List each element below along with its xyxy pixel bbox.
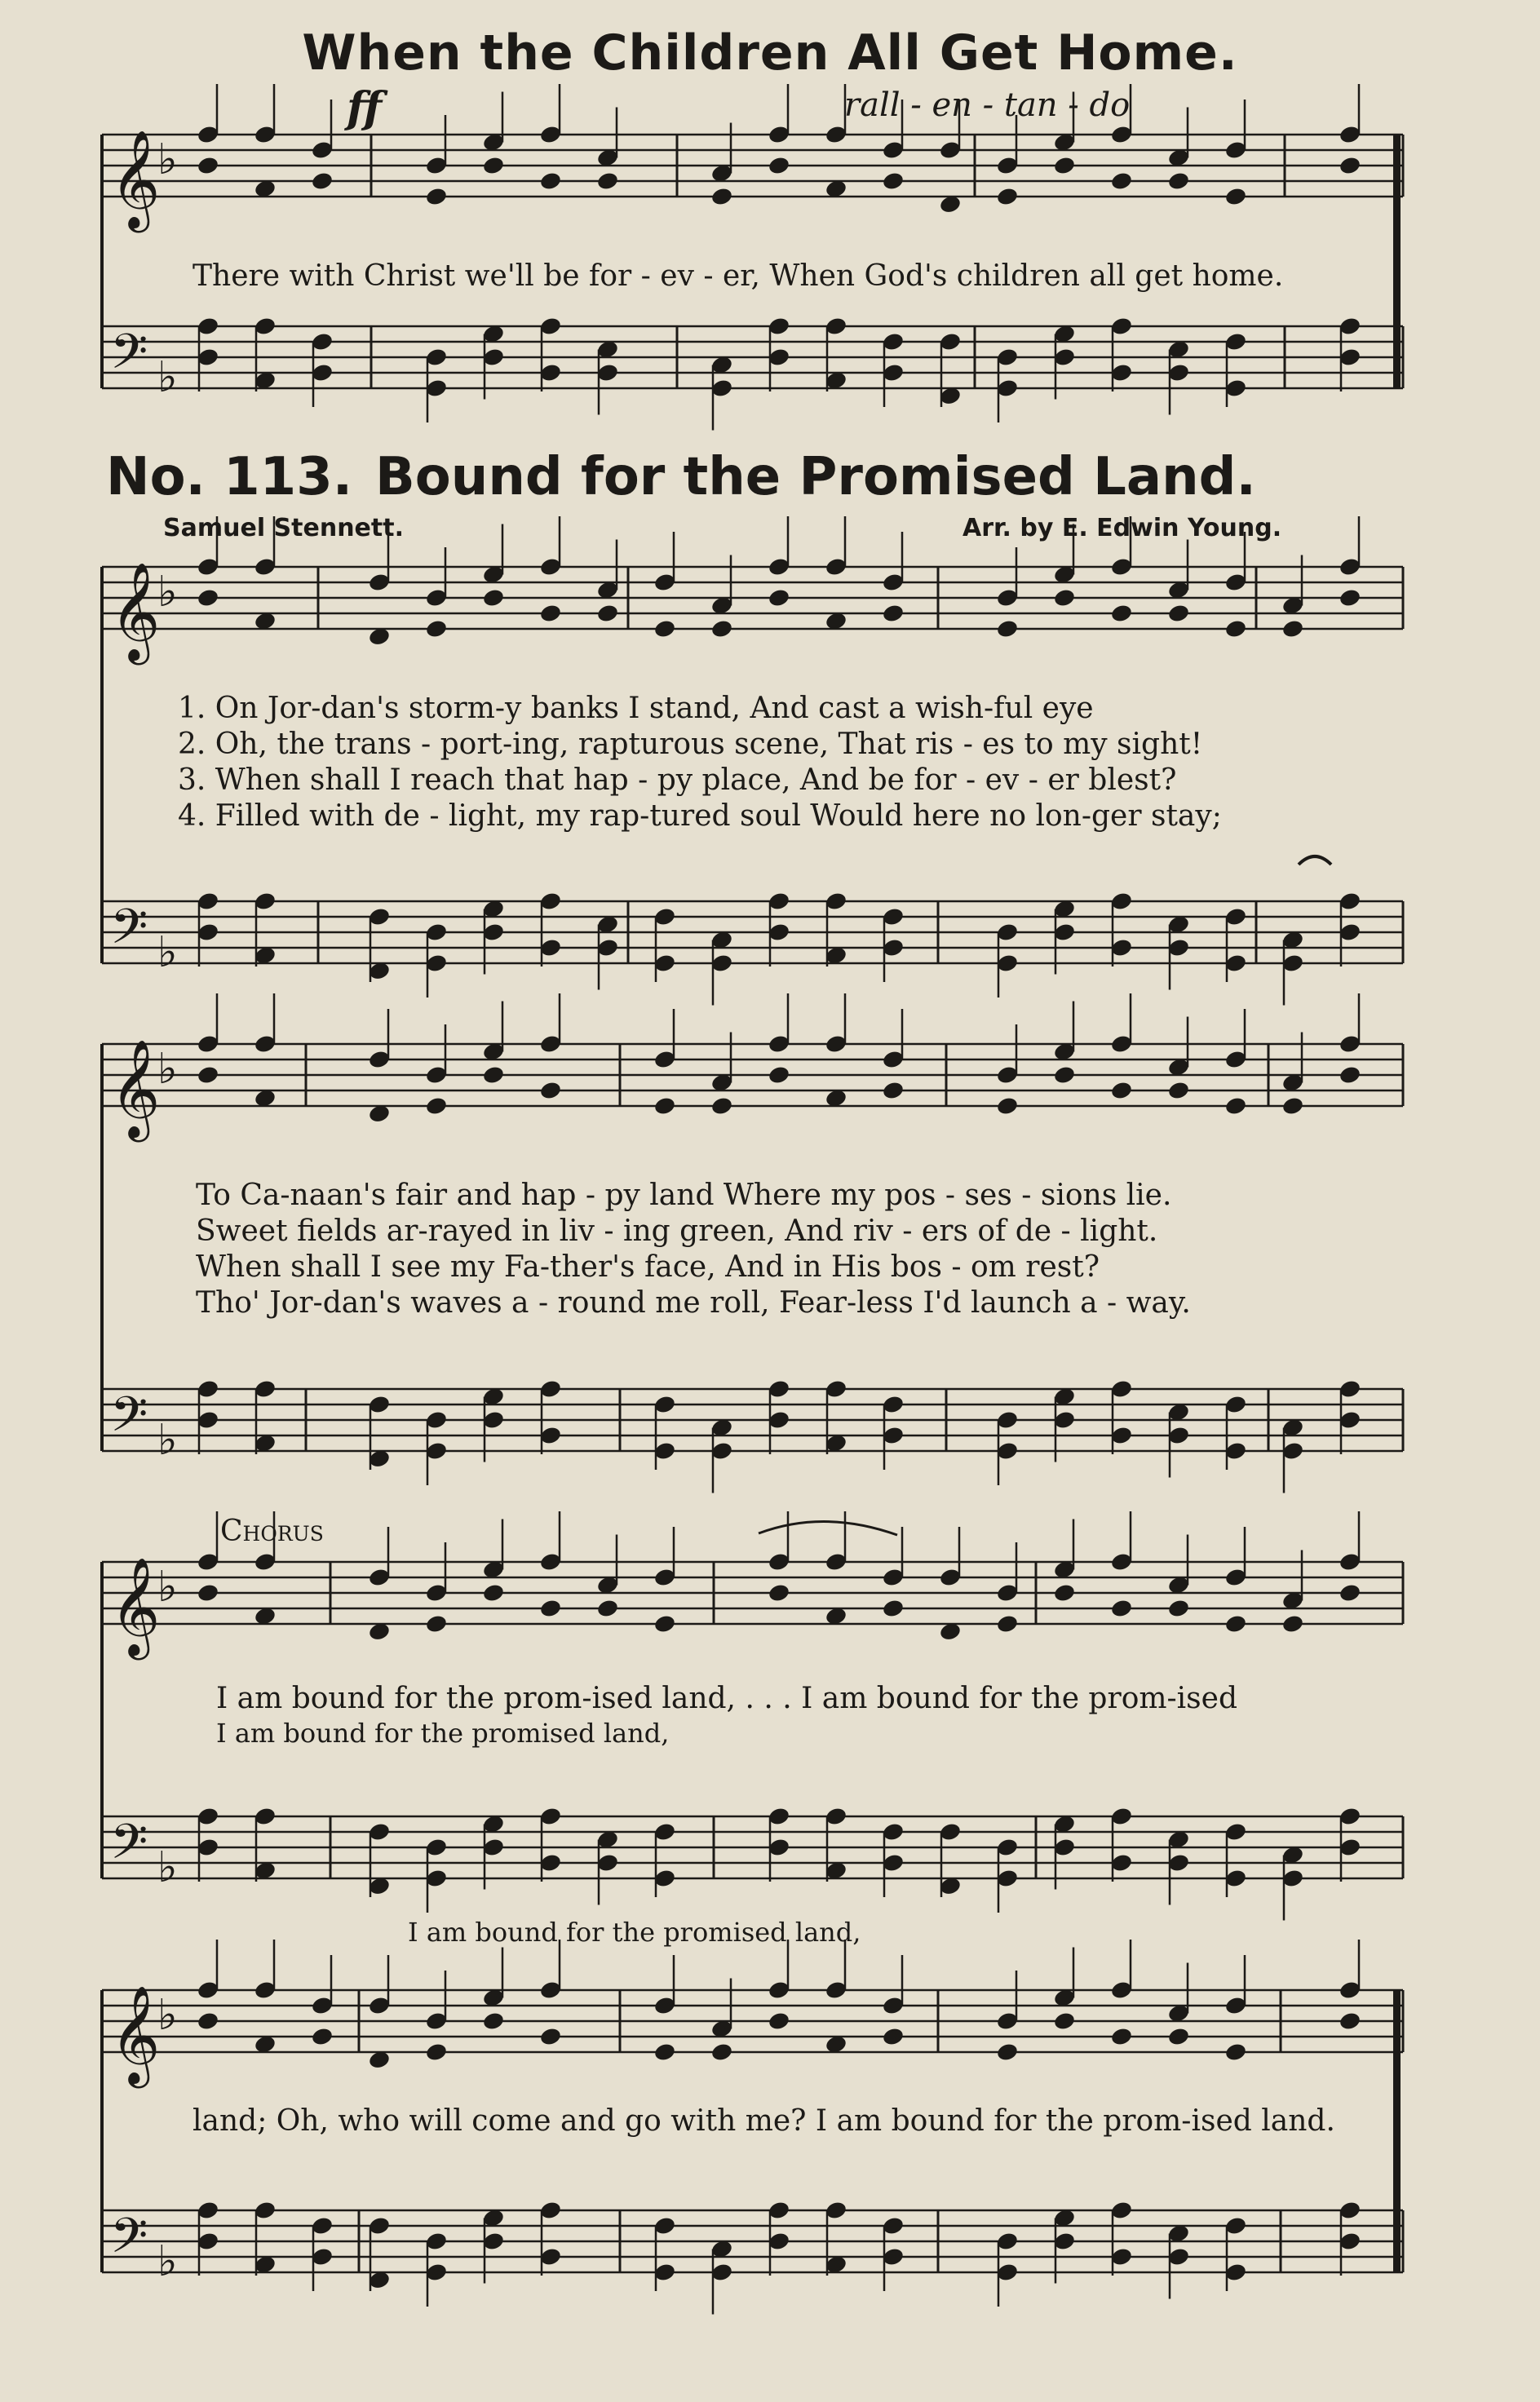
flat-icon: ♭: [157, 1416, 178, 1465]
notehead: [768, 587, 791, 608]
notehead: [1053, 587, 1077, 608]
bass-clef-icon: 𝄢: [110, 323, 148, 391]
notehead: [710, 2041, 734, 2062]
notehead: [1281, 618, 1305, 639]
notehead: [996, 1613, 1020, 1634]
treble-clef-icon: 𝄞: [110, 129, 161, 228]
notehead: [653, 618, 677, 639]
verse-1-line-1: 1. On Jor-dan's storm-y banks I stand, And cast a wish-ful eye: [178, 692, 1094, 725]
notehead: [768, 155, 791, 175]
notehead: [653, 2041, 677, 2062]
notehead: [197, 1582, 220, 1603]
hymn-title: Bound for the Promised Land.: [375, 447, 1256, 507]
final-barline: [1393, 1990, 1401, 2272]
verse-4-line-1: 4. Filled with de - light, my rap-tured soul Would here no lon-ger stay;: [178, 799, 1222, 833]
notehead: [311, 170, 334, 191]
flat-icon: ♭: [157, 353, 178, 402]
notehead: [482, 2011, 506, 2031]
notehead: [1224, 2041, 1248, 2062]
fermata-icon: [1299, 856, 1331, 865]
notehead: [710, 186, 734, 206]
notehead: [539, 170, 563, 191]
chorus-echo-2: I am bound for the promised land,: [408, 1917, 861, 1948]
treble-clef-icon: 𝄞: [110, 1984, 161, 2084]
notehead: [882, 603, 905, 623]
notehead: [311, 2026, 334, 2046]
notehead: [882, 2026, 905, 2046]
chorus-label: Chorus: [220, 1515, 324, 1548]
chorus-echo-1: I am bound for the promised land,: [216, 1718, 670, 1749]
notehead: [1339, 2011, 1362, 2031]
notehead: [596, 603, 620, 623]
bass-clef-icon: 𝄢: [110, 2207, 148, 2276]
notehead: [768, 1582, 791, 1603]
notehead: [1281, 1095, 1305, 1116]
notehead: [1053, 155, 1077, 175]
notehead: [1281, 1613, 1305, 1634]
notehead: [1224, 1095, 1248, 1116]
notehead: [710, 1095, 734, 1116]
notehead: [482, 1582, 506, 1603]
flat-icon: ♭: [157, 568, 178, 617]
notehead: [1110, 170, 1134, 191]
bass-clef-icon: 𝄢: [110, 1386, 148, 1454]
notehead: [996, 1095, 1020, 1116]
verse-3-line-2: When shall I see my Fa-ther's face, And in His bos - om rest?: [196, 1250, 1100, 1284]
notehead: [596, 1598, 620, 1618]
notehead: [539, 1080, 563, 1100]
notehead: [1110, 1598, 1134, 1618]
notehead: [1053, 1064, 1077, 1085]
notehead: [996, 618, 1020, 639]
verse-2-line-1: 2. Oh, the trans - port-ing, rapturous scene, That ris - es to my sight!: [178, 728, 1203, 761]
previous-hymn-title: When the Children All Get Home.: [302, 24, 1238, 82]
treble-clef-icon: 𝄞: [110, 1556, 161, 1656]
notehead: [539, 603, 563, 623]
notehead: [653, 1095, 677, 1116]
notehead: [1339, 587, 1362, 608]
dynamic-marking: ff: [347, 83, 383, 133]
notehead: [425, 618, 449, 639]
flat-icon: ♭: [157, 1563, 178, 1612]
verse-1-line-2: To Ca-naan's fair and hap - py land Where my pos - ses - sions lie.: [196, 1179, 1172, 1212]
notehead: [1167, 1080, 1191, 1100]
notehead: [882, 170, 905, 191]
tempo-marking: rall - en - tan - do: [844, 86, 1131, 124]
notehead: [1224, 186, 1248, 206]
notehead: [539, 1598, 563, 1618]
verse-2-line-2: Sweet fields ar-rayed in liv - ing green, And riv - ers of de - light.: [196, 1214, 1158, 1248]
flat-icon: ♭: [157, 928, 178, 977]
flat-icon: ♭: [157, 1045, 178, 1094]
bass-clef-icon: 𝄢: [110, 898, 148, 967]
notehead: [197, 587, 220, 608]
notehead: [425, 186, 449, 206]
notehead: [1167, 1598, 1191, 1618]
flat-icon: ♭: [157, 1843, 178, 1892]
verse-3-line-1: 3. When shall I reach that hap - py place, And be for - ev - er blest?: [178, 763, 1177, 797]
bass-clef-icon: 𝄢: [110, 1813, 148, 1882]
notehead: [1110, 603, 1134, 623]
notehead: [596, 170, 620, 191]
notehead: [1224, 618, 1248, 639]
hymn-arranger: Arr. by E. Edwin Young.: [962, 514, 1282, 542]
notehead: [1167, 603, 1191, 623]
notehead: [425, 1095, 449, 1116]
treble-clef-icon: 𝄞: [110, 1038, 161, 1138]
flat-icon: ♭: [157, 135, 178, 184]
notehead: [768, 1064, 791, 1085]
notehead: [1167, 2026, 1191, 2046]
notehead: [197, 1064, 220, 1085]
chorus-line-1: I am bound for the prom-ised land, . . . I am bound for the prom-ised: [216, 1682, 1238, 1715]
notehead: [653, 1613, 677, 1634]
verse-4-line-2: Tho' Jor-dan's waves a - round me roll, Fear-less I'd launch a - way.: [196, 1286, 1191, 1320]
notehead: [425, 2041, 449, 2062]
notehead: [482, 587, 506, 608]
notehead: [1110, 1080, 1134, 1100]
notehead: [1224, 1613, 1248, 1634]
notehead: [1167, 170, 1191, 191]
notehead: [1339, 1582, 1362, 1603]
previous-hymn-lyric: There with Christ we'll be for - ev - er, When God's children all get home.: [192, 259, 1284, 293]
notehead: [882, 1598, 905, 1618]
final-barline: [1393, 135, 1401, 388]
notehead: [1339, 155, 1362, 175]
notehead: [1339, 1064, 1362, 1085]
treble-clef-icon: 𝄞: [110, 561, 161, 661]
notehead: [482, 1064, 506, 1085]
notehead: [197, 2011, 220, 2031]
notehead: [482, 155, 506, 175]
notehead: [1053, 1582, 1077, 1603]
flat-icon: ♭: [157, 2237, 178, 2286]
hymn-number: No. 113.: [106, 447, 353, 507]
notehead: [710, 618, 734, 639]
notehead: [768, 2011, 791, 2031]
notehead: [197, 155, 220, 175]
slur: [759, 1521, 897, 1535]
notehead: [1110, 2026, 1134, 2046]
notehead: [996, 2041, 1020, 2062]
flat-icon: ♭: [157, 1991, 178, 2040]
hymn-author: Samuel Stennett.: [163, 514, 404, 542]
chorus-line-2: land; Oh, who will come and go with me? I am bound for the prom-ised land.: [192, 2104, 1335, 2138]
notehead: [539, 2026, 563, 2046]
notehead: [1053, 2011, 1077, 2031]
notehead: [996, 186, 1020, 206]
notehead: [425, 1613, 449, 1634]
notehead: [882, 1080, 905, 1100]
